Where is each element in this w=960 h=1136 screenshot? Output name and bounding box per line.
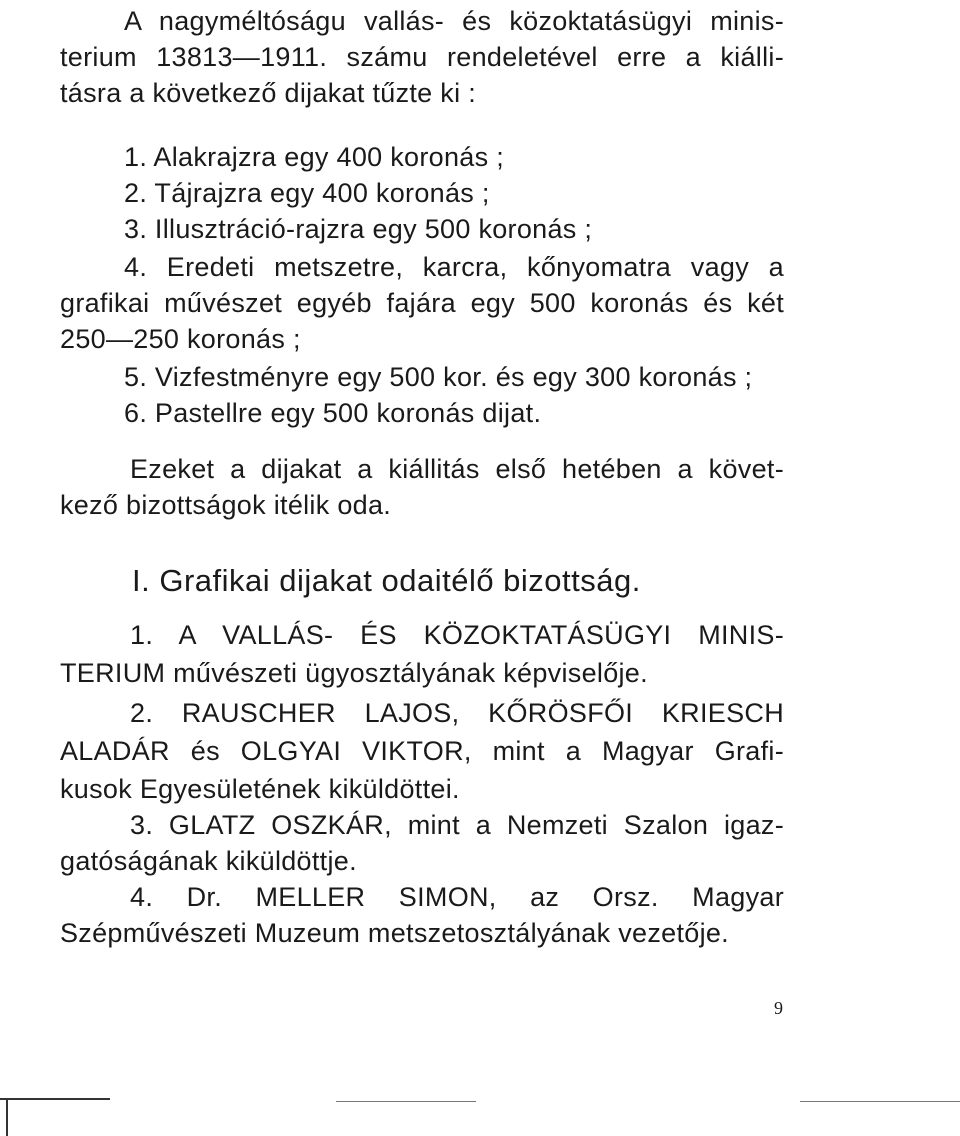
intro-line-1: A nagyméltóságu vallás- és közoktatásügyi minis- (124, 6, 784, 36)
intro-line-2: terium 13813—1911. számu rendeletével erre a kiálli- (60, 42, 784, 72)
member-1-line-1: 1. A VALLÁS- ÉS KÖZOKTATÁSÜGYI MINIS- (130, 620, 784, 650)
prize-item-6: 6. Pastellre egy 500 koronás dijat. (124, 398, 542, 428)
scan-dash-line-1 (336, 1101, 476, 1102)
prize-item-2: 2. Tájrajzra egy 400 koronás ; (124, 178, 490, 208)
member-1-line-2: TERIUM művészeti ügyosztályának képviselője. (60, 658, 648, 688)
prize-item-4-line-1: 4. Eredeti metszetre, karcra, kőnyomatra vagy a (124, 252, 784, 282)
member-4-line-2: Szépművészeti Muzeum metszetosztályának vezetője. (60, 918, 729, 948)
section-heading: I. Grafikai dijakat odaitélő bizottság. (132, 563, 641, 598)
prize-item-5: 5. Vizfestményre egy 500 kor. és egy 300 koronás ; (124, 362, 753, 392)
member-4-line-1: 4. Dr. MELLER SIMON, az Orsz. Magyar (130, 882, 784, 912)
member-2-line-2: ALADÁR és OLGYAI VIKTOR, mint a Magyar Grafi- (60, 736, 784, 766)
prize-item-3: 3. Illusztráció-rajzra egy 500 koronás ; (124, 214, 593, 244)
prize-item-4-line-3: 250—250 koronás ; (60, 324, 301, 354)
member-2-line-1: 2. RAUSCHER LAJOS, KŐRÖSFŐI KRIESCH (130, 698, 784, 728)
scan-edge-line (0, 1098, 110, 1100)
committees-line-2: kező bizottságok itélik oda. (60, 490, 392, 520)
scan-dash-line-2 (800, 1101, 960, 1102)
prize-item-4-line-2: grafikai művészet egyéb fajára egy 500 koronás és két (60, 288, 784, 318)
intro-line-3: tásra a következő dijakat tűzte ki : (60, 78, 476, 108)
prize-item-1: 1. Alakrajzra egy 400 koronás ; (124, 142, 505, 172)
scan-corner-mark (6, 1100, 8, 1136)
member-2-line-3: kusok Egyesületének kiküldöttei. (60, 774, 460, 804)
committees-line-1: Ezeket a dijakat a kiállitás első hetében a követ- (130, 454, 784, 484)
page-number: 9 (774, 998, 783, 1018)
member-3-line-1: 3. GLATZ OSZKÁR, mint a Nemzeti Szalon igaz- (130, 810, 784, 840)
member-3-line-2: gatóságának kiküldöttje. (60, 846, 357, 876)
